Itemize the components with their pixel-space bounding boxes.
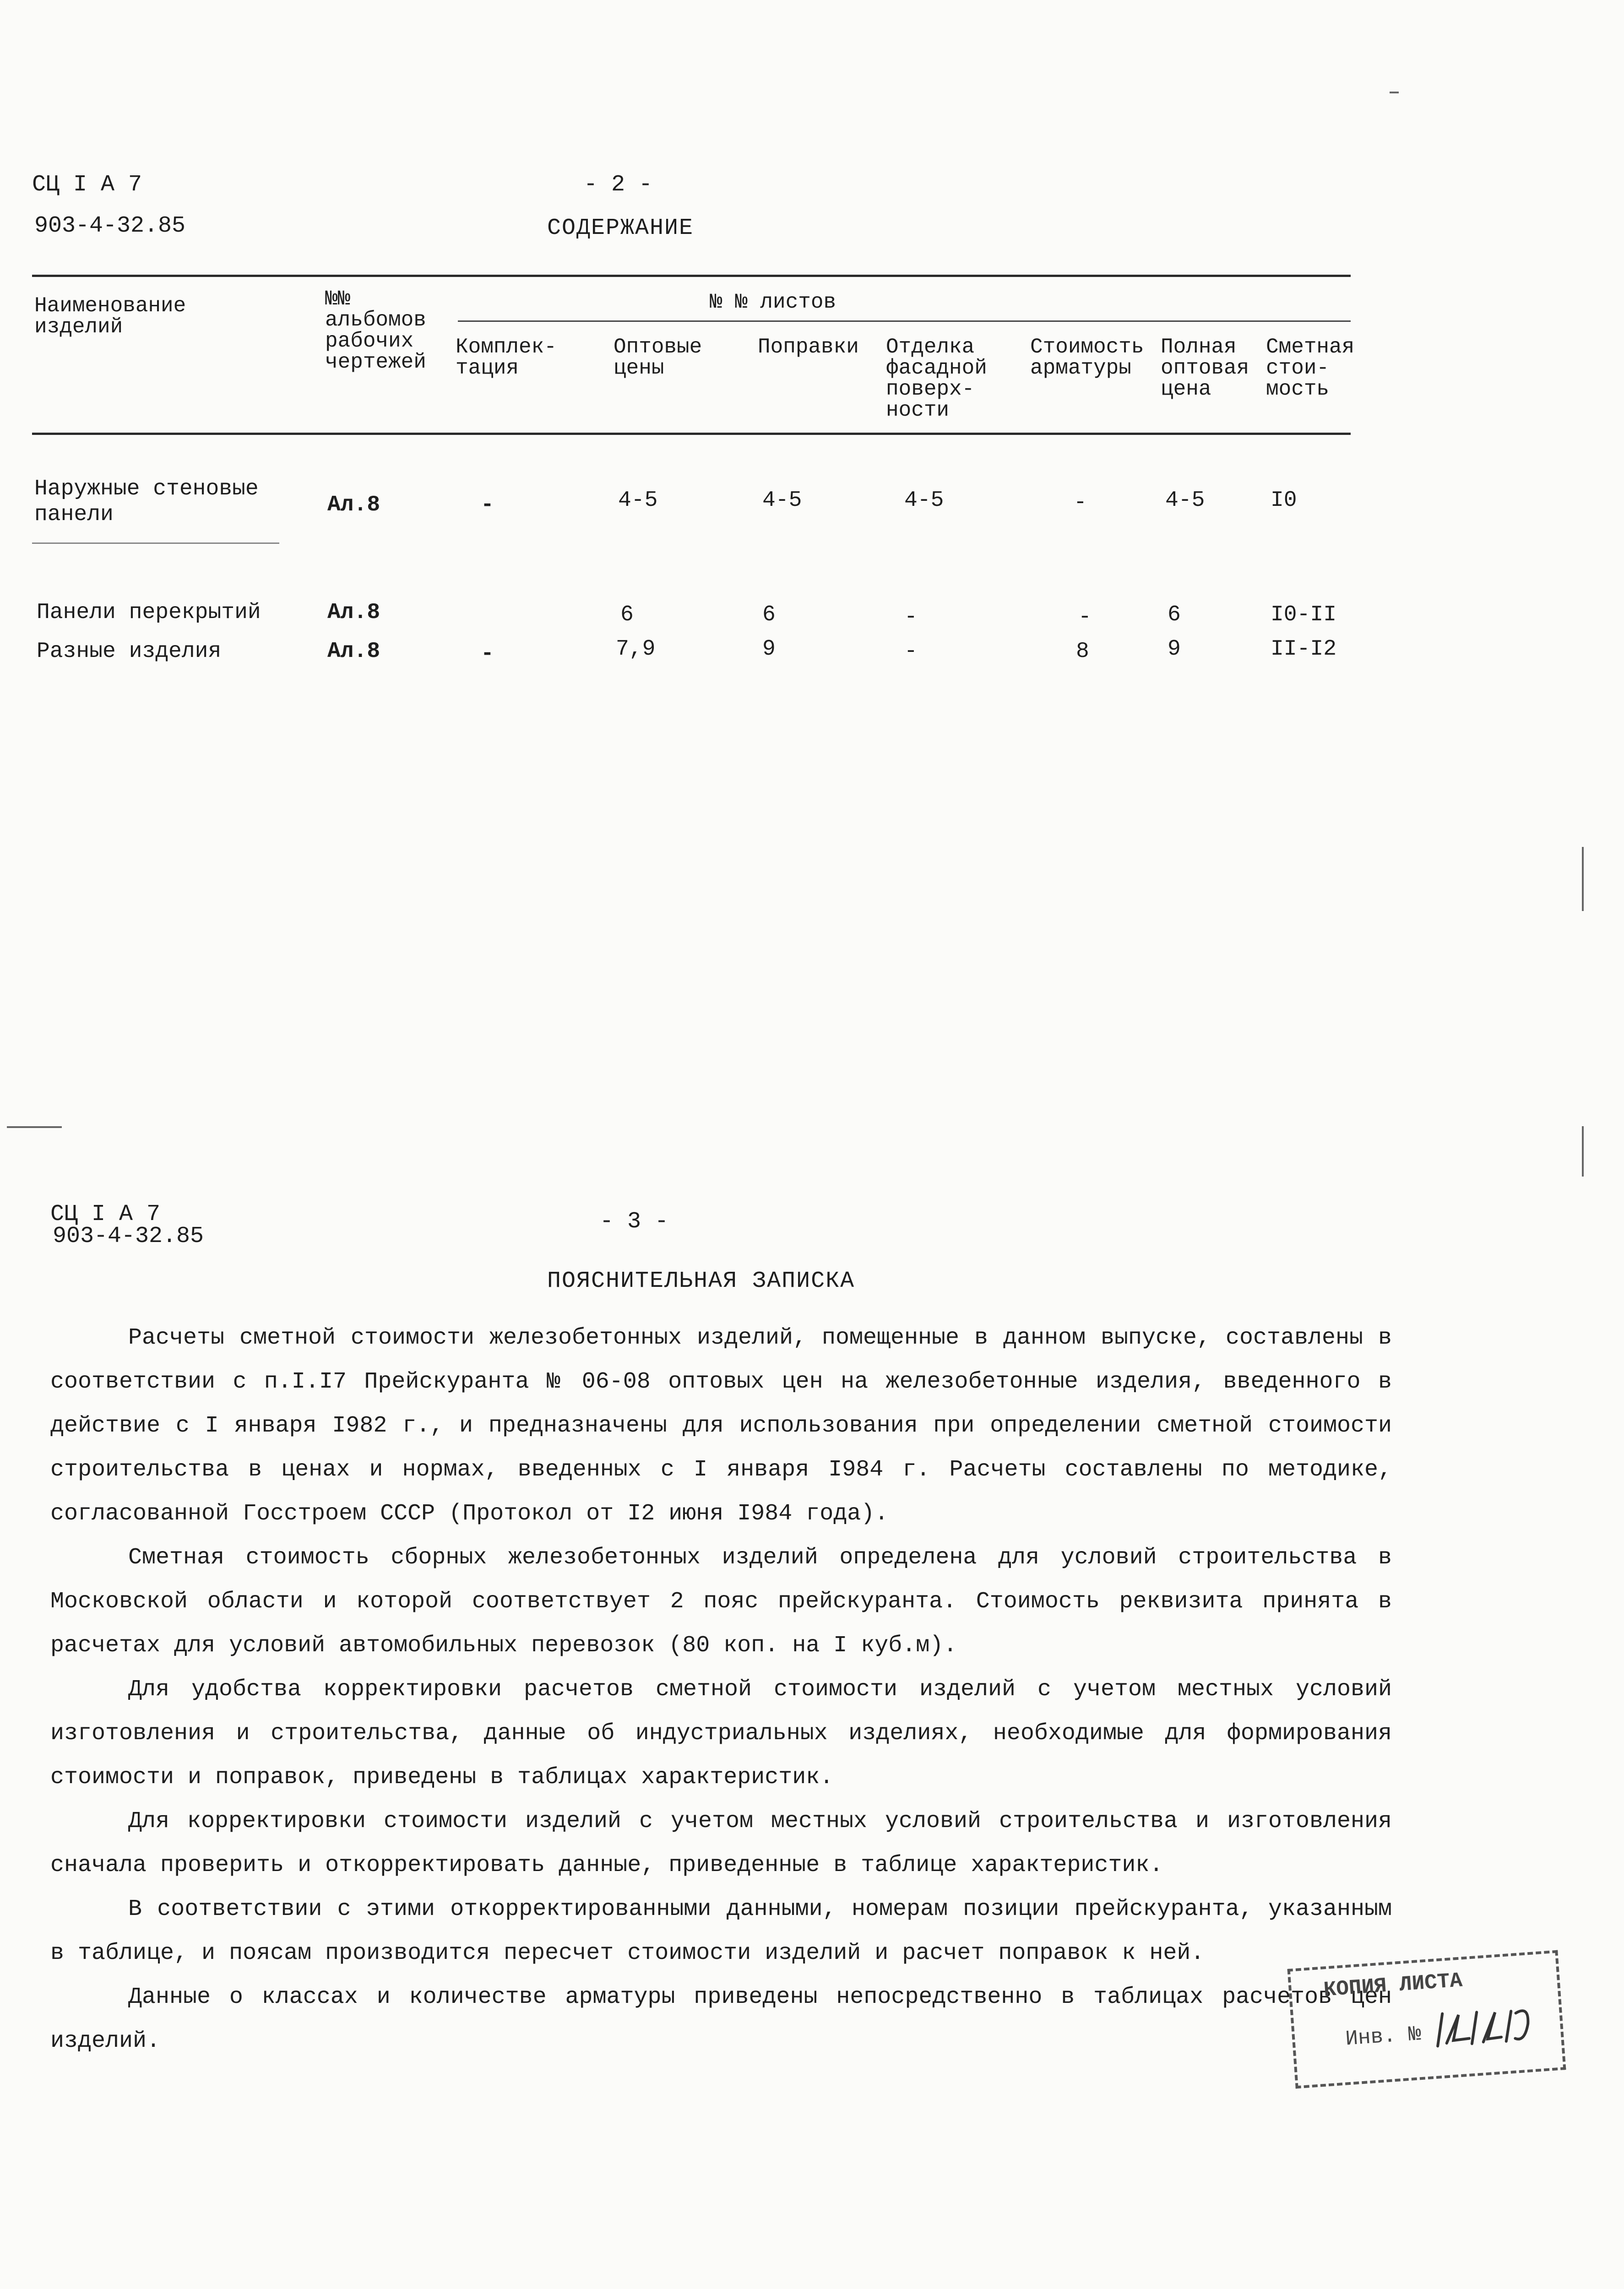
- row1-komplekt: -: [481, 493, 494, 517]
- scan-mark: [7, 1126, 62, 1128]
- row2-armatura: -: [1078, 605, 1092, 629]
- scan-mark: [1582, 1126, 1584, 1177]
- row3-name: Разные изделия: [37, 639, 222, 664]
- row3-komplekt: -: [481, 641, 494, 666]
- header-armatura: Стоимость арматуры: [1030, 335, 1144, 380]
- header-otdelka: Отделка фасадной поверх- ности: [886, 335, 987, 422]
- page-number: - 2 -: [584, 172, 653, 198]
- row1-armatura: -: [1074, 490, 1087, 515]
- header-komplekt: Комплек- тация: [456, 335, 557, 380]
- header-name: Наименование изделий: [34, 294, 186, 339]
- paragraph: В соответствии с этими откорректированными данными, номерам позиции прейскуранта, указанным в таблице, и поясам производится пересчет стоимости изделий и расчет поправок к ней.: [50, 1896, 1392, 1966]
- row3-polnaya: 9: [1168, 637, 1181, 662]
- paragraph: Для удобства корректировки расчетов сметной стоимости изделий с учетом местных условий изготовления и строительства, данные об индустриальных изделиях, необходимые для формирования стоимости и поправок, приведены в таблицах характеристик.: [50, 1676, 1392, 1790]
- row2-otdelka: -: [904, 605, 918, 629]
- header-album: №№ альбомов рабочих чертежей: [325, 287, 426, 374]
- scan-mark: [1390, 92, 1399, 93]
- row1-polnaya: 4-5: [1165, 488, 1205, 513]
- stamp-line-2: Инв. №: [1344, 2022, 1422, 2051]
- scan-mark: [1582, 847, 1584, 911]
- series-number: 903-4-32.85: [53, 1223, 204, 1249]
- page-title: СОДЕРЖАНИЕ: [547, 215, 694, 241]
- header-smetnaya: Сметная стои- мость: [1266, 335, 1355, 401]
- row1-album: Ал.8: [327, 493, 380, 517]
- row3-optovye: 7,9: [616, 637, 656, 662]
- page-title: ПОЯСНИТЕЛЬНАЯ ЗАПИСКА: [547, 1268, 855, 1294]
- header-polnaya: Полная оптовая цена: [1161, 335, 1249, 401]
- row2-popravki: 6: [762, 602, 776, 627]
- row1-name: Наружные стеновые панели: [34, 477, 259, 527]
- explanatory-note-body: [50, 1316, 1392, 2063]
- document-code: СЦ I А 7: [32, 172, 142, 198]
- paragraph: Сметная стоимость сборных железобетонных изделий определена для условий строительства в Московской области и которой соответствует 2 пояс прейскуранта. Стоимость реквизита принята в расчетах для условий автомобильных перевозок (80 коп. на I куб.м).: [50, 1545, 1392, 1659]
- archive-stamp: [1287, 1950, 1566, 2089]
- row2-polnaya: 6: [1168, 602, 1181, 627]
- table-top-rule: [32, 275, 1351, 277]
- row3-otdelka: -: [904, 639, 918, 664]
- paragraph: Расчеты сметной стоимости железобетонных изделий, помещенные в данном выпуске, составлены в соответствии с п.I.I7 Прейскуранта № 06-08 оптовых цен на железобетонные изделия, введенного в действие с I января I982 г., и предназначены для использования при определении сметной стоимости строительства в ценах и нормах, введенных с I января I984 г. Расчеты составлены по методике, согласованной Госстроем СССР (Протокол от I2 июня I984 года).: [50, 1325, 1392, 1527]
- row3-smetnaya: II-I2: [1271, 637, 1337, 662]
- paragraph: Для корректировки стоимости изделий с учетом местных условий строительства и изготовления сначала проверить и откорректировать данные, приведенные в таблице характеристик.: [50, 1808, 1392, 1878]
- scan-mark: [32, 542, 279, 544]
- handwritten-inventory-number: [1430, 1998, 1539, 2056]
- row2-name: Панели перекрытий: [37, 600, 261, 625]
- header-optovye: Оптовые цены: [614, 335, 702, 380]
- document-code: СЦ I А 7: [50, 1201, 161, 1227]
- header-popravki: Поправки: [758, 335, 859, 359]
- header-sheets-group: № № листов: [710, 290, 836, 314]
- row1-smetnaya: I0: [1271, 488, 1297, 513]
- row2-album: Ал.8: [327, 600, 380, 625]
- row1-otdelka: 4-5: [904, 488, 944, 513]
- row1-optovye: 4-5: [618, 488, 658, 513]
- row1-popravki: 4-5: [762, 488, 802, 513]
- table-header-bottom-rule: [32, 433, 1351, 435]
- sheets-group-rule: [458, 320, 1351, 322]
- row3-armatura: 8: [1076, 639, 1089, 664]
- paragraph: Данные о классах и количестве арматуры приведены непосредственно в таблицах расчетов цен изделий.: [50, 1984, 1392, 2054]
- row2-smetnaya: I0-II: [1271, 602, 1337, 627]
- page-number: - 3 -: [600, 1209, 669, 1235]
- stamp-line-1: КОПИЯ ЛИСТА: [1323, 1969, 1463, 2002]
- row3-album: Ал.8: [327, 639, 380, 664]
- row2-optovye: 6: [620, 602, 634, 627]
- row3-popravki: 9: [762, 637, 776, 662]
- series-number: 903-4-32.85: [34, 213, 186, 239]
